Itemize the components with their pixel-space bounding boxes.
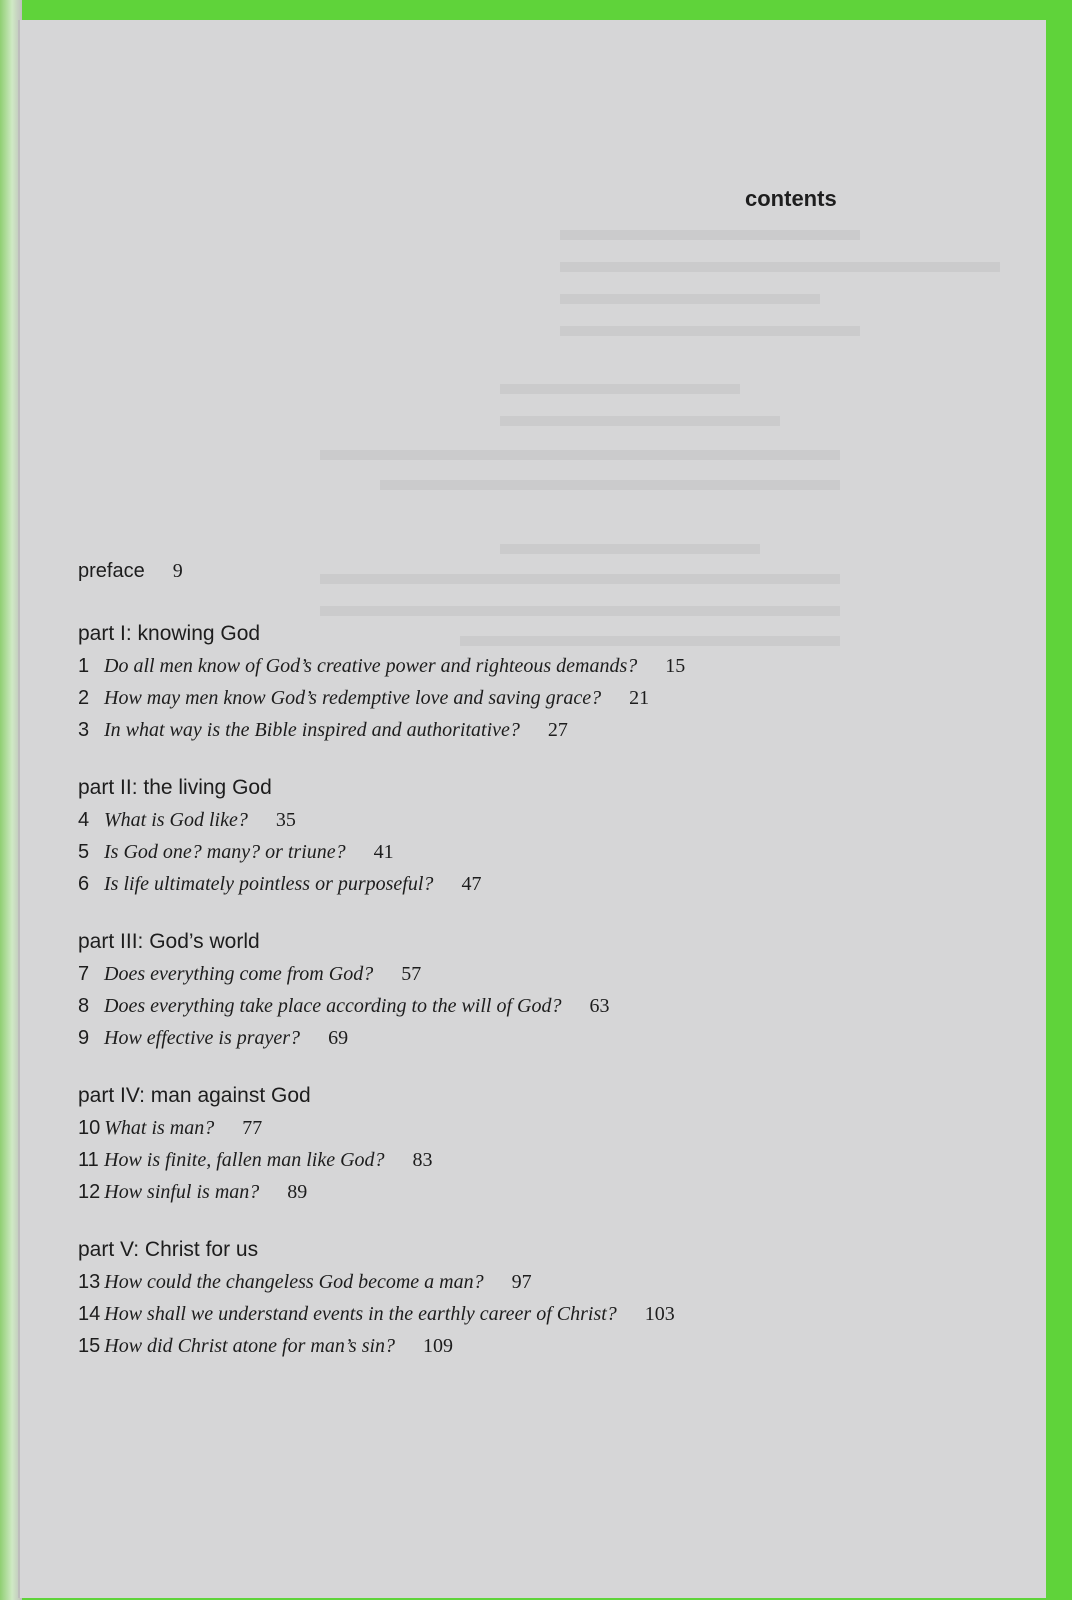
chapter-number: 5 [78, 841, 90, 863]
chapter-number: 13 [78, 1271, 101, 1293]
part-2 [78, 772, 998, 900]
chapter-number: 7 [78, 963, 90, 985]
part-heading: part IV: man against God [78, 1084, 311, 1107]
chapter-page: 41 [373, 841, 394, 863]
chapter-number: 4 [78, 809, 90, 831]
chapter-number: 10 [78, 1117, 101, 1139]
chapter-entry [78, 1298, 998, 1330]
part-heading: part I: knowing God [78, 622, 261, 645]
chapter-page: 57 [401, 963, 422, 985]
part-5 [78, 1234, 998, 1362]
chapter-entry [78, 1330, 998, 1362]
chapter-page: 21 [629, 687, 650, 709]
chapter-entry [78, 1022, 998, 1054]
chapter-number: 1 [78, 655, 90, 677]
part-heading: part V: Christ for us [78, 1238, 259, 1261]
chapter-title: Do all men know of God’s creative power and righteous demands? [104, 655, 638, 677]
chapter-title: What is man? [104, 1117, 215, 1139]
chapter-entry [78, 958, 998, 990]
chapter-entry [78, 1112, 998, 1144]
chapter-entry [78, 714, 998, 746]
chapter-page: 15 [665, 655, 686, 677]
chapter-title: How may men know God’s redemptive love and saving grace? [104, 687, 602, 709]
preface-page: 9 [172, 560, 183, 582]
chapter-entry [78, 990, 998, 1022]
chapter-page: 77 [242, 1117, 263, 1139]
chapter-page: 47 [461, 873, 482, 895]
chapter-title: How effective is prayer? [104, 1027, 301, 1049]
part-4 [78, 1080, 998, 1208]
chapter-number: 11 [78, 1149, 99, 1171]
chapter-entry [78, 836, 998, 868]
page-title: contents [745, 186, 837, 211]
chapter-title: How sinful is man? [104, 1181, 260, 1203]
chapter-page: 69 [328, 1027, 349, 1049]
chapter-page: 27 [547, 719, 568, 741]
table-of-contents [78, 560, 998, 1388]
chapter-title: How is finite, fallen man like God? [104, 1149, 385, 1171]
chapter-entry [78, 868, 998, 900]
part-heading: part II: the living God [78, 776, 272, 799]
chapter-number: 6 [78, 873, 90, 895]
chapter-entry [78, 1176, 998, 1208]
part-heading: part III: God’s world [78, 930, 260, 953]
chapter-page: 89 [287, 1181, 308, 1203]
chapter-title: In what way is the Bible inspired and authoritative? [104, 719, 520, 741]
chapter-number: 8 [78, 995, 90, 1017]
chapter-number: 15 [78, 1335, 101, 1357]
chapter-page: 103 [644, 1303, 675, 1325]
chapter-title: Is life ultimately pointless or purposeful? [104, 873, 434, 895]
chapter-page: 97 [511, 1271, 532, 1293]
chapter-entry [78, 650, 998, 682]
chapter-number: 9 [78, 1027, 90, 1049]
chapter-page: 35 [275, 809, 296, 831]
chapter-title: What is God like? [104, 809, 248, 831]
chapter-title: How did Christ atone for man’s sin? [104, 1335, 396, 1357]
chapter-title: Is God one? many? or triune? [104, 841, 346, 863]
chapter-entry [78, 1266, 998, 1298]
chapter-number: 14 [78, 1303, 101, 1325]
chapter-page: 63 [589, 995, 610, 1017]
chapter-entry [78, 682, 998, 714]
chapter-page: 83 [412, 1149, 433, 1171]
preface-label: preface [78, 560, 145, 582]
chapter-title: How could the changeless God become a man? [104, 1271, 484, 1293]
chapter-title: Does everything come from God? [104, 963, 374, 985]
preface-entry [78, 560, 998, 592]
chapter-page: 109 [423, 1335, 454, 1357]
chapter-title: Does everything take place according to the will of God? [104, 995, 562, 1017]
part-3 [78, 926, 998, 1054]
part-1 [78, 618, 998, 746]
chapter-number: 2 [78, 687, 90, 709]
chapter-entry [78, 804, 998, 836]
chapter-number: 12 [78, 1181, 101, 1203]
chapter-title: How shall we understand events in the earthly career of Christ? [104, 1303, 617, 1325]
chapter-number: 3 [78, 719, 90, 741]
chapter-entry [78, 1144, 998, 1176]
